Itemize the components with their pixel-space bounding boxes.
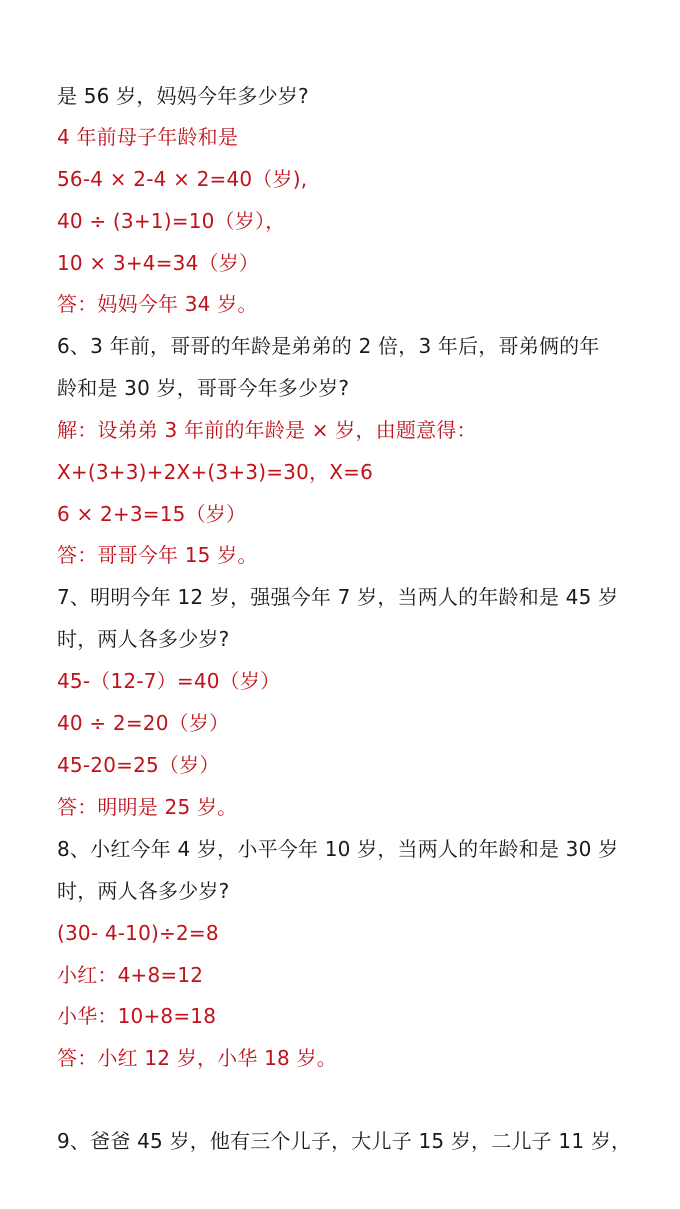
text-line-18: 答：明明是 25 岁。 — [57, 795, 238, 819]
text-line-17: 45-20=25（岁） — [57, 753, 220, 777]
text-line-15: 45-（12-7）=40（岁） — [57, 669, 281, 693]
text-line-5: 10 × 3+4=34（岁） — [57, 251, 260, 275]
text-line-16: 40 ÷ 2=20（岁） — [57, 711, 230, 735]
text-line-22: 小红：4+8=12 — [57, 963, 204, 987]
text-line-14: 时，两人各多少岁? — [57, 627, 230, 651]
text-line-11: 6 × 2+3=15（岁） — [57, 502, 247, 526]
text-line-23: 小华：10+8=18 — [57, 1004, 217, 1028]
text-line-8: 龄和是 30 岁，哥哥今年多少岁? — [57, 376, 350, 400]
text-line-1: 是 56 岁，妈妈今年多少岁? — [57, 84, 309, 108]
text-line-7: 6、3 年前，哥哥的年龄是弟弟的 2 倍，3 年后，哥弟俩的年 — [57, 334, 600, 358]
text-line-6: 答：妈妈今年 34 岁。 — [57, 292, 258, 316]
text-line-2: 4 年前母子年龄和是 — [57, 125, 239, 149]
text-line-13: 7、明明今年 12 岁，强强今年 7 岁，当两人的年龄和是 45 岁 — [57, 585, 619, 609]
text-line-24: 答：小红 12 岁，小华 18 岁。 — [57, 1046, 337, 1070]
text-line-25: 9、爸爸 45 岁，他有三个儿子，大儿子 15 岁，二儿子 11 岁， — [57, 1129, 632, 1153]
text-line-10: X+(3+3)+2X+(3+3)=30，X=6 — [57, 460, 374, 484]
text-line-3: 56-4 × 2-4 × 2=40（岁), — [57, 167, 308, 191]
text-line-19: 8、小红今年 4 岁，小平今年 10 岁，当两人的年龄和是 30 岁 — [57, 837, 619, 861]
text-line-9: 解：设弟弟 3 年前的年龄是 × 岁，由题意得： — [57, 418, 477, 442]
text-line-21: (30- 4-10)÷2=8 — [57, 921, 219, 945]
text-line-20: 时，两人各多少岁? — [57, 879, 230, 903]
text-line-12: 答：哥哥今年 15 岁。 — [57, 543, 258, 567]
text-line-4: 40 ÷ (3+1)=10（岁）， — [57, 209, 286, 233]
